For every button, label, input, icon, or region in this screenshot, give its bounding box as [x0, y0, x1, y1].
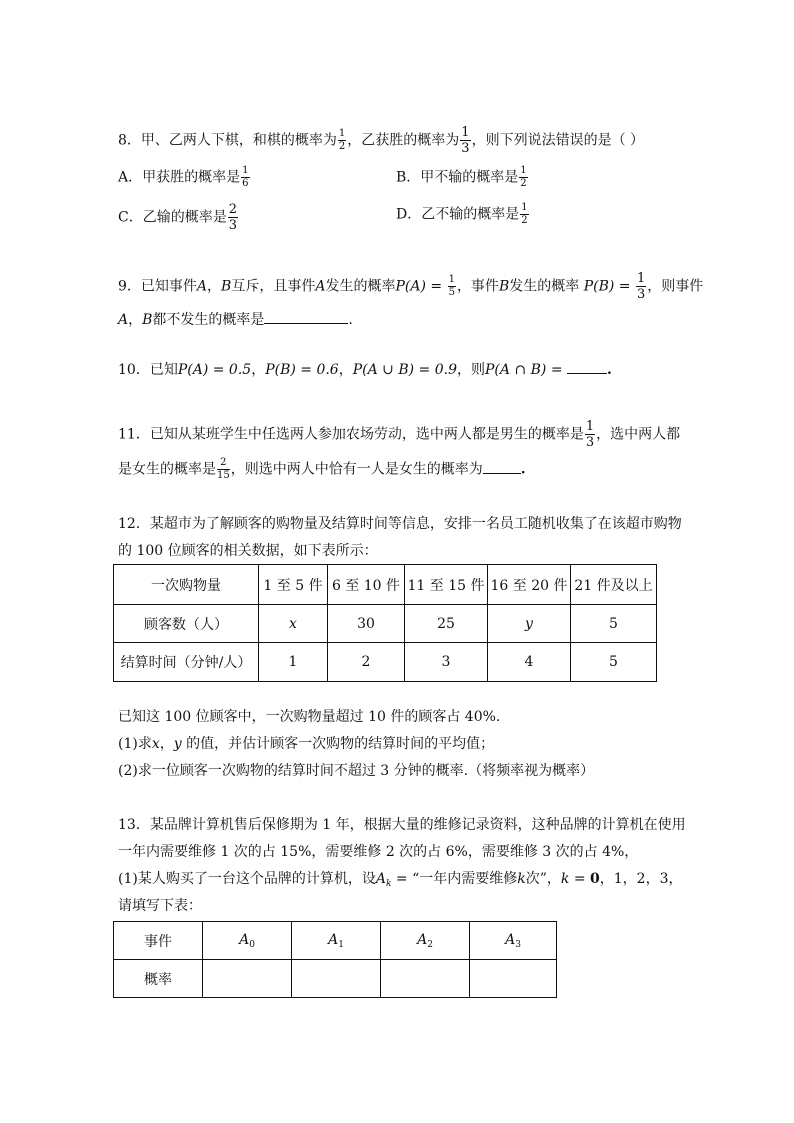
q13-text: (1)某人购买了一台这个品牌的计算机，设 — [118, 871, 376, 887]
event-a: A — [375, 871, 386, 887]
fraction — [585, 420, 595, 449]
shopping-data-table — [113, 564, 657, 682]
question-12-given: 已知这 100 位顾客中，一次购物量超过 10 件的顾客占 40%. — [118, 709, 501, 725]
event-label: A — [239, 931, 250, 948]
q12-text: (1)求 — [118, 736, 152, 752]
question-11-line-2 — [118, 458, 526, 481]
question-12-part-2: (2)求一位顾客一次购物的结算时间不超过 3 分钟的概率.（将频率视为概率） — [118, 763, 595, 779]
answer-cell[interactable] — [292, 960, 381, 998]
numerator: 2 — [217, 458, 230, 470]
q8-option-a — [118, 166, 251, 189]
numerator: 1 — [461, 125, 470, 140]
table-cell: 16 至 20 件 — [488, 565, 571, 605]
numerator: 1 — [338, 128, 346, 139]
answer-cell[interactable] — [381, 960, 470, 998]
numerator: 1 — [520, 165, 527, 176]
event-label: A — [328, 931, 339, 948]
event-probability-table — [113, 921, 557, 998]
table-cell: 5 — [571, 605, 657, 643]
question-13-line-1: 13．某品牌计算机售后保修期为 1 年，根据大量的维修记录资料，这种品牌的计算机在使用 — [118, 817, 686, 833]
var-a: A — [196, 278, 208, 295]
q9-text: 发生的概率 — [509, 278, 580, 295]
table-row — [114, 605, 657, 643]
table-cell: 30 — [328, 605, 405, 643]
question-13-line-2: 一年内需要维修 1 次的占 15%，需要维修 2 次的占 6%，需要维修 3 次的占 4%， — [118, 844, 639, 860]
q9-text: ，事件 — [456, 278, 499, 295]
q9-text: ，则事件 — [647, 278, 704, 295]
fraction — [228, 203, 238, 232]
denominator: 2 — [338, 141, 346, 152]
var-k: k — [517, 871, 526, 887]
q11-text: ，则选中两人中恰有一人是女生的概率为 — [230, 461, 483, 478]
q8-option-b — [396, 166, 529, 189]
table-row — [114, 643, 657, 682]
question-8-stem — [118, 126, 644, 155]
fraction — [241, 166, 249, 189]
option-text: A．甲获胜的概率是 — [118, 169, 241, 186]
var-b: B — [142, 312, 153, 328]
q11-text: 11．已知从某班学生中任选两人参加农场劳动，选中两人都是男生的概率是 — [118, 426, 584, 443]
fraction — [519, 166, 527, 189]
var-a: A — [118, 312, 129, 328]
table-cell: 11 至 15 件 — [405, 565, 488, 605]
fraction — [338, 129, 346, 152]
q13-text: 次”， — [525, 871, 561, 887]
numerator: 1 — [448, 274, 455, 285]
answer-cell[interactable] — [203, 960, 292, 998]
table-cell: 概率 — [114, 960, 203, 998]
question-9-line-1 — [118, 272, 703, 301]
event-label: A — [417, 931, 428, 948]
question-9-line-2 — [118, 309, 353, 330]
fraction — [520, 203, 528, 226]
prob-b-expr: P(B) = — [583, 278, 635, 295]
q10-expr: P(A) = 0.5 — [177, 362, 252, 378]
q10-expr: P(A ∪ B) = 0.9 — [352, 362, 457, 378]
prob-a-expr: P(A) = — [395, 278, 447, 295]
question-12-line-2: 的 100 位顾客的相关数据，如下表所示： — [118, 543, 378, 559]
answer-cell[interactable] — [470, 960, 557, 998]
table-cell — [203, 922, 292, 960]
q8-text-suffix: ，则下列说法错误的是（ ） — [471, 132, 645, 149]
q8-option-d — [396, 203, 530, 226]
denominator: 2 — [521, 215, 528, 226]
q13-text: ，1，2，3， — [599, 871, 683, 887]
value-zero: 0 — [590, 871, 600, 887]
table-cell: 21 件及以上 — [571, 565, 657, 605]
table-cell: 1 至 5 件 — [259, 565, 328, 605]
numerator: 1 — [585, 419, 595, 434]
q9-text: . — [348, 312, 353, 328]
table-cell: 一次购物量 — [114, 565, 259, 605]
q10-text: ， — [251, 362, 266, 378]
q10-text: 10．已知 — [118, 362, 178, 378]
table-cell — [292, 922, 381, 960]
event-label: A — [505, 931, 516, 948]
numerator: 2 — [228, 202, 237, 217]
q13-text: = “一年内需要维修 — [391, 871, 518, 887]
table-cell — [470, 922, 557, 960]
fraction — [636, 272, 646, 301]
numerator: 1 — [242, 165, 249, 176]
var-a: A — [315, 278, 326, 295]
table-cell: 2 — [328, 643, 405, 682]
question-10 — [118, 359, 612, 380]
table-cell: 顾客数（人） — [114, 605, 259, 643]
q9-text: ， — [207, 278, 222, 295]
table-cell: y — [488, 605, 571, 643]
table-cell: x — [259, 605, 328, 643]
var-y: y — [173, 736, 182, 752]
table-row — [114, 960, 557, 998]
q13-text: = — [569, 871, 591, 887]
q10-text: . — [607, 362, 612, 378]
subscript: 0 — [249, 939, 255, 950]
question-13-line-3 — [118, 869, 683, 894]
var-b: B — [221, 278, 232, 295]
q11-text: . — [520, 461, 526, 478]
subscript: 1 — [338, 939, 344, 950]
option-text: C．乙输的概率是 — [118, 209, 227, 226]
denominator: 3 — [228, 218, 237, 233]
table-cell: 事件 — [114, 922, 203, 960]
table-row — [114, 922, 557, 960]
q8-option-c — [118, 203, 239, 232]
table-cell — [381, 922, 470, 960]
table-cell: 5 — [571, 643, 657, 682]
table-cell: 1 — [259, 643, 328, 682]
question-12-line-1: 12．某超市为了解顾客的购物量及结算时间等信息，安排一名员工随机收集了在该超市购物 — [118, 516, 682, 532]
denominator: 5 — [448, 287, 455, 298]
fraction — [448, 275, 456, 298]
table-cell: 结算时间（分钟/人） — [114, 643, 259, 682]
denominator: 3 — [461, 141, 470, 156]
q10-expr: P(B) = 0.6 — [265, 362, 339, 378]
denominator: 3 — [636, 287, 646, 302]
var-x: x — [151, 736, 160, 752]
question-11-line-1 — [118, 420, 680, 449]
table-cell: 4 — [488, 643, 571, 682]
var-k: k — [560, 871, 570, 887]
fraction — [460, 126, 470, 155]
q11-text: 是女生的概率是 — [118, 461, 216, 478]
var-b: B — [498, 278, 510, 295]
denominator: 15 — [217, 470, 230, 481]
q9-text: 都不发生的概率是 — [152, 312, 265, 328]
q9-text: 9．已知事件 — [118, 278, 197, 295]
q12-text: ， — [159, 736, 174, 752]
q10-text: ，则 — [457, 362, 485, 378]
table-cell: 3 — [405, 643, 488, 682]
numerator: 1 — [636, 271, 646, 286]
q10-text: ， — [338, 362, 353, 378]
numerator: 1 — [521, 202, 528, 213]
table-row — [114, 565, 657, 605]
answer-blank[interactable] — [264, 309, 348, 324]
subscript: 3 — [515, 939, 521, 950]
denominator: 2 — [520, 178, 527, 189]
subscript: 2 — [427, 939, 433, 950]
question-12-part-1 — [118, 734, 494, 754]
table-cell: 25 — [405, 605, 488, 643]
answer-blank[interactable] — [483, 459, 521, 474]
q11-text: ，选中两人都 — [596, 426, 681, 443]
answer-blank[interactable] — [567, 359, 607, 374]
denominator: 6 — [242, 178, 249, 189]
q9-text: 互斥，且事件 — [231, 278, 316, 295]
q8-text-prefix: 8．甲、乙两人下棋，和棋的概率为 — [118, 132, 337, 149]
option-text: D．乙不输的概率是 — [396, 206, 520, 223]
q12-text: 的值，并估计顾客一次购物的结算时间的平均值； — [181, 736, 495, 752]
q10-expr: P(A ∩ B) = — [485, 362, 568, 378]
subscript: k — [385, 879, 392, 889]
q9-text: 发生的概率 — [325, 278, 396, 295]
denominator: 3 — [585, 435, 595, 450]
table-cell: 6 至 10 件 — [328, 565, 405, 605]
q8-text-mid: ，乙获胜的概率为 — [347, 132, 460, 149]
q9-text: ， — [128, 312, 143, 328]
question-13-line-4: 请填写下表： — [118, 898, 202, 914]
fraction — [217, 458, 230, 481]
option-text: B．甲不输的概率是 — [396, 169, 519, 186]
